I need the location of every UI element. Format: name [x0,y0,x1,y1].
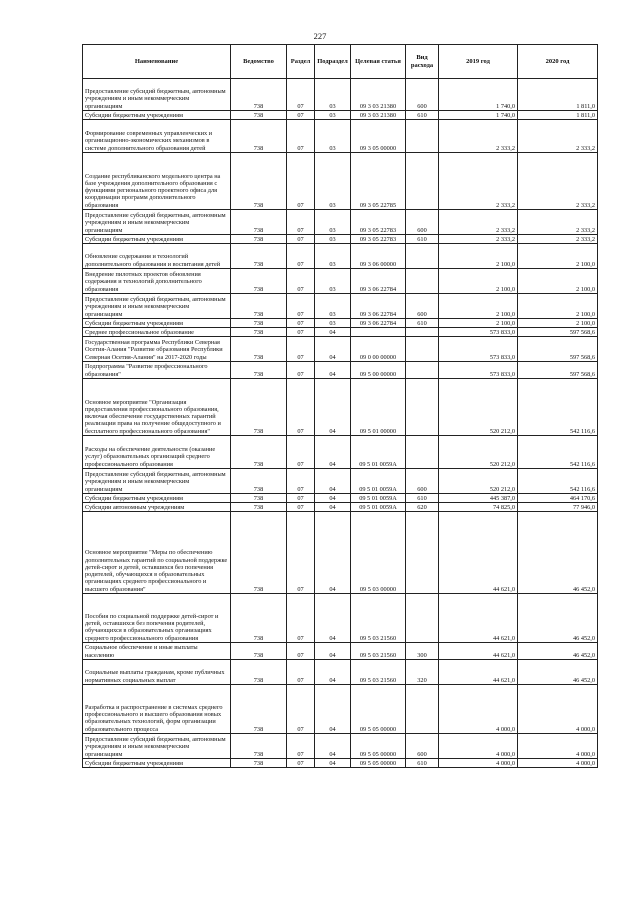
row-amount-2020: 4 000,0 [518,759,598,768]
row-target: 09 5 01 0059А [351,469,406,494]
row-expense [406,379,439,436]
table-header-row [83,45,598,79]
table-row [83,436,598,469]
table-row [83,294,598,319]
row-amount-2019: 44 621,0 [439,660,518,685]
row-expense [406,436,439,469]
header-target: Целевая статья [351,45,406,79]
table-row [83,120,598,153]
row-amount-2019: 2 100,0 [439,294,518,319]
row-section: 07 [287,244,315,269]
row-target: 09 5 01 0059А [351,436,406,469]
table-body [83,79,598,768]
row-name: Субсидии бюджетным учреждениям [83,235,231,244]
row-amount-2019: 2 333,2 [439,235,518,244]
row-subsection: 03 [315,244,351,269]
row-department: 738 [231,111,287,120]
row-department: 738 [231,362,287,379]
row-section: 07 [287,759,315,768]
row-department: 738 [231,685,287,734]
row-target: 09 5 01 0059А [351,503,406,512]
row-amount-2019: 44 621,0 [439,643,518,660]
row-expense: 610 [406,759,439,768]
row-target: 09 3 05 22783 [351,235,406,244]
row-target: 09 3 06 22784 [351,319,406,328]
row-name: Субсидии бюджетным учреждениям [83,319,231,328]
row-department: 738 [231,436,287,469]
row-section: 07 [287,120,315,153]
row-name: Пособия по социальной поддержке детей-сирот и детей, оставшихся без попечения родителей, обучающихся в образовательных организациях среднего профессионального образования [83,594,231,643]
row-target: 09 3 06 22784 [351,269,406,294]
row-expense: 600 [406,469,439,494]
row-section: 07 [287,79,315,111]
table-row [83,494,598,503]
row-amount-2020: 77 946,0 [518,503,598,512]
header-subsection: Подраздел [315,45,351,79]
row-amount-2019: 2 100,0 [439,244,518,269]
row-subsection: 04 [315,328,351,337]
row-amount-2019: 520 212,0 [439,469,518,494]
row-amount-2020: 2 333,2 [518,210,598,235]
row-target: 09 5 05 00000 [351,685,406,734]
row-section: 07 [287,337,315,362]
row-expense: 600 [406,79,439,111]
row-amount-2019: 74 825,0 [439,503,518,512]
row-amount-2020: 4 000,0 [518,685,598,734]
row-amount-2020: 542 116,6 [518,469,598,494]
row-amount-2019: 4 000,0 [439,734,518,759]
row-amount-2019: 44 621,0 [439,512,518,594]
row-expense: 610 [406,494,439,503]
row-department: 738 [231,494,287,503]
row-expense: 600 [406,294,439,319]
row-amount-2020: 464 170,6 [518,494,598,503]
row-subsection: 03 [315,210,351,235]
row-name: Формирование современных управленческих и организационно-экономических механизмов в системе дополнительного образования детей [83,120,231,153]
row-amount-2020: 4 000,0 [518,734,598,759]
row-amount-2020: 1 811,0 [518,111,598,120]
row-expense [406,362,439,379]
table-row [83,379,598,436]
row-expense: 320 [406,660,439,685]
row-amount-2019: 573 833,0 [439,328,518,337]
row-expense: 600 [406,734,439,759]
table-row [83,594,598,643]
row-department: 738 [231,319,287,328]
row-section: 07 [287,294,315,319]
row-target: 09 0 00 00000 [351,337,406,362]
header-department: Ведомство [231,45,287,79]
header-year-2020: 2020 год [518,45,598,79]
row-expense [406,269,439,294]
row-department: 738 [231,469,287,494]
row-department: 738 [231,643,287,660]
row-section: 07 [287,469,315,494]
row-name: Подпрограмма "Развитие профессионального образования" [83,362,231,379]
row-target: 09 3 03 21380 [351,111,406,120]
row-department: 738 [231,337,287,362]
row-section: 07 [287,153,315,210]
row-section: 07 [287,210,315,235]
header-expense: Вид расхода [406,45,439,79]
row-amount-2020: 597 568,6 [518,362,598,379]
row-amount-2019: 2 333,2 [439,120,518,153]
table-row [83,319,598,328]
row-amount-2019: 2 333,2 [439,210,518,235]
row-department: 738 [231,235,287,244]
row-name: Разработка и распространение в системах среднего профессионального и высшего образования новых образовательных технологий, форм организации образовательного процесса [83,685,231,734]
table-row [83,643,598,660]
row-subsection: 03 [315,111,351,120]
row-amount-2020: 46 452,0 [518,660,598,685]
table-row [83,269,598,294]
table-row [83,469,598,494]
row-target: 09 3 06 22784 [351,294,406,319]
header-year-2019: 2019 год [439,45,518,79]
row-expense [406,685,439,734]
row-name: Социальное обеспечение и иные выплаты населению [83,643,231,660]
row-section: 07 [287,734,315,759]
table-row [83,111,598,120]
row-section: 07 [287,269,315,294]
row-target: 09 5 05 00000 [351,734,406,759]
row-subsection: 04 [315,685,351,734]
row-amount-2020: 2 333,2 [518,153,598,210]
row-expense: 610 [406,235,439,244]
row-subsection: 04 [315,503,351,512]
row-subsection: 04 [315,660,351,685]
row-subsection: 04 [315,734,351,759]
row-department: 738 [231,153,287,210]
row-amount-2020: 46 452,0 [518,512,598,594]
page-number: 227 [313,31,327,41]
row-name: Социальные выплаты гражданам, кроме публичных нормативных социальных выплат [83,660,231,685]
row-section: 07 [287,503,315,512]
row-name: Основное мероприятие "Меры по обеспечению дополнительных гарантий по социальной поддержке детей-сирот и детей, оставшихся без попечения родителей, обучающихся в образовательных организациях среднего профессионального и высшего образования" [83,512,231,594]
row-subsection: 03 [315,120,351,153]
table-row [83,512,598,594]
row-subsection: 04 [315,643,351,660]
row-amount-2020: 597 568,6 [518,328,598,337]
row-section: 07 [287,436,315,469]
row-target: 09 3 03 21380 [351,79,406,111]
row-section: 07 [287,660,315,685]
row-name: Обновление содержания и технологий дополнительного образования и воспитания детей [83,244,231,269]
row-target: 09 5 03 21560 [351,594,406,643]
row-amount-2020: 2 100,0 [518,294,598,319]
row-target: 09 5 01 00000 [351,379,406,436]
row-name: Предоставление субсидий бюджетным, автономным учреждениям и иным некоммерческим организациям [83,210,231,235]
row-name: Государственная программа Республики Северная Осетия-Алания "Развитие образования Республики Северная Осетия-Алания" на 2017-2020 годы [83,337,231,362]
row-amount-2019: 2 100,0 [439,319,518,328]
row-subsection: 04 [315,337,351,362]
budget-table [82,44,598,768]
row-expense [406,120,439,153]
row-amount-2019: 44 621,0 [439,594,518,643]
row-name: Субсидии бюджетным учреждениям [83,111,231,120]
row-amount-2019: 2 100,0 [439,269,518,294]
row-subsection: 04 [315,469,351,494]
row-section: 07 [287,111,315,120]
row-department: 738 [231,120,287,153]
row-subsection: 04 [315,594,351,643]
row-target: 09 5 01 0059А [351,494,406,503]
row-section: 07 [287,685,315,734]
row-subsection: 03 [315,294,351,319]
row-department: 738 [231,328,287,337]
row-expense: 610 [406,111,439,120]
row-amount-2019: 520 212,0 [439,379,518,436]
row-amount-2019: 2 333,2 [439,153,518,210]
row-target: 09 5 05 00000 [351,759,406,768]
row-department: 738 [231,660,287,685]
table-row [83,337,598,362]
row-amount-2020: 597 568,6 [518,337,598,362]
row-section: 07 [287,643,315,660]
row-name: Субсидии бюджетным учреждениям [83,759,231,768]
row-expense [406,512,439,594]
row-subsection: 03 [315,79,351,111]
row-target: 09 3 05 00000 [351,120,406,153]
row-amount-2019: 4 000,0 [439,759,518,768]
row-name: Среднее профессиональное образование [83,328,231,337]
row-amount-2020: 2 333,2 [518,120,598,153]
row-department: 738 [231,294,287,319]
row-target: 09 3 06 00000 [351,244,406,269]
row-subsection: 04 [315,436,351,469]
row-name: Предоставление субсидий бюджетным, автономным учреждениям и иным некоммерческим организациям [83,79,231,111]
row-target: 09 5 00 00000 [351,362,406,379]
row-section: 07 [287,362,315,379]
row-section: 07 [287,319,315,328]
header-name: Наименование [83,45,231,79]
row-amount-2019: 520 212,0 [439,436,518,469]
table-row [83,503,598,512]
row-department: 738 [231,594,287,643]
row-section: 07 [287,235,315,244]
row-target: 09 5 03 21560 [351,660,406,685]
row-department: 738 [231,512,287,594]
row-expense: 300 [406,643,439,660]
row-amount-2020: 1 811,0 [518,79,598,111]
row-name: Основное мероприятие "Организация предоставления профессионального образования, включая обеспечение государственных гарантий реализации права на получение общедоступного и бесплатного профессионального образования" [83,379,231,436]
row-amount-2020: 2 100,0 [518,244,598,269]
row-amount-2019: 573 833,0 [439,362,518,379]
row-section: 07 [287,379,315,436]
row-amount-2019: 4 000,0 [439,685,518,734]
row-target: 09 3 05 22785 [351,153,406,210]
table-row [83,235,598,244]
row-expense: 600 [406,210,439,235]
row-department: 738 [231,210,287,235]
row-amount-2019: 445 387,0 [439,494,518,503]
row-section: 07 [287,494,315,503]
row-amount-2020: 2 100,0 [518,319,598,328]
row-department: 738 [231,379,287,436]
row-subsection: 04 [315,512,351,594]
row-amount-2020: 2 333,2 [518,235,598,244]
row-name: Внедрение пилотных проектов обновления содержания и технологий дополнительного образования [83,269,231,294]
table-row [83,244,598,269]
table-row [83,79,598,111]
table-row [83,362,598,379]
row-target: 09 5 03 00000 [351,512,406,594]
row-name: Создание республиканского модельного центра на базе учреждения дополнительного образования с функциями регионального проектного офиса для координации программ дополнительного образования [83,153,231,210]
row-expense [406,328,439,337]
row-department: 738 [231,244,287,269]
table-row [83,685,598,734]
row-expense: 620 [406,503,439,512]
row-name: Расходы на обеспечение деятельности (оказание услуг) образовательных организаций среднего профессионального образования [83,436,231,469]
row-department: 738 [231,734,287,759]
row-department: 738 [231,503,287,512]
row-section: 07 [287,328,315,337]
row-section: 07 [287,594,315,643]
row-amount-2020: 2 100,0 [518,269,598,294]
row-subsection: 03 [315,235,351,244]
row-subsection: 04 [315,759,351,768]
row-subsection: 03 [315,153,351,210]
row-amount-2019: 1 740,0 [439,111,518,120]
table-row [83,153,598,210]
row-subsection: 03 [315,269,351,294]
row-name: Субсидии автономным учреждениям [83,503,231,512]
row-target: 09 3 05 22783 [351,210,406,235]
row-amount-2020: 542 116,6 [518,436,598,469]
table-row [83,660,598,685]
row-expense [406,337,439,362]
row-target [351,328,406,337]
row-name: Предоставление субсидий бюджетным, автономным учреждениям и иным некоммерческим организациям [83,294,231,319]
row-amount-2020: 46 452,0 [518,643,598,660]
row-amount-2020: 542 116,6 [518,379,598,436]
row-subsection: 04 [315,362,351,379]
row-name: Субсидии бюджетным учреждениям [83,494,231,503]
row-subsection: 03 [315,319,351,328]
row-amount-2020: 46 452,0 [518,594,598,643]
row-amount-2019: 1 740,0 [439,79,518,111]
row-expense: 610 [406,319,439,328]
table-row [83,328,598,337]
row-expense [406,244,439,269]
row-department: 738 [231,79,287,111]
row-expense [406,153,439,210]
row-amount-2019: 573 833,0 [439,337,518,362]
header-section: Раздел [287,45,315,79]
table-row [83,759,598,768]
row-subsection: 04 [315,494,351,503]
row-department: 738 [231,759,287,768]
row-department: 738 [231,269,287,294]
row-subsection: 04 [315,379,351,436]
row-expense [406,594,439,643]
table-row [83,734,598,759]
table-row [83,210,598,235]
row-name: Предоставление субсидий бюджетным, автономным учреждениям и иным некоммерческим организациям [83,734,231,759]
row-name: Предоставление субсидий бюджетным, автономным учреждениям и иным некоммерческим организациям [83,469,231,494]
row-section: 07 [287,512,315,594]
row-target: 09 5 03 21560 [351,643,406,660]
